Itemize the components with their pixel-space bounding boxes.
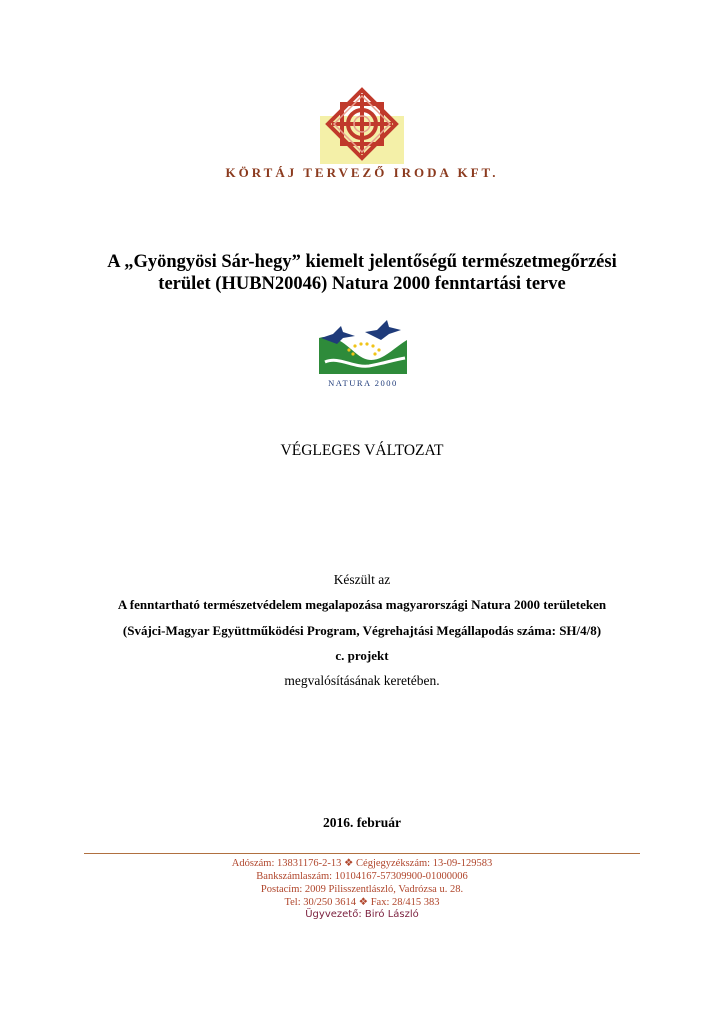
company-name: KÖRTÁJ TERVEZŐ IRODA KFT. bbox=[225, 165, 499, 180]
project-line-4: megvalósításának keretében. bbox=[284, 673, 440, 688]
project-line-2: (Svájci-Magyar Együttműködési Program, Végrehajtási Megállapodás száma: SH/4/8) bbox=[122, 623, 602, 638]
footer-fax: Fax: 28/415 383 bbox=[370, 897, 440, 908]
footer-registration bbox=[0, 857, 724, 870]
footer-company-reg: Cégjegyzékszám: 13-09-129583 bbox=[356, 858, 493, 869]
prepared-intro: Készült az bbox=[333, 572, 391, 587]
separator-icon: ❖ bbox=[358, 896, 369, 908]
natura-2000-logo bbox=[319, 318, 407, 390]
version-label: VÉGLEGES VÁLTOZAT bbox=[280, 442, 444, 459]
project-line-1: A fenntartható természetvédelem megalapozása magyarországi Natura 2000 területeken bbox=[117, 597, 607, 612]
footer-bank: Bankszámlaszám: 10104167-57309900-01000006 bbox=[256, 871, 468, 882]
separator-icon: ❖ bbox=[343, 857, 354, 869]
footer-tax-id: Adószám: 13831176-2-13 bbox=[231, 858, 342, 869]
footer-manager: Ügyvezető: Biró László bbox=[305, 909, 419, 920]
title-line-1: A „Gyöngyösi Sár-hegy” kiemelt jelentőségű természetmegőrzési bbox=[107, 252, 617, 272]
title-line-2: terület (HUBN20046) Natura 2000 fenntartási terve bbox=[158, 274, 566, 294]
footer-divider bbox=[84, 853, 640, 854]
footer-phone: Tel: 30/250 3614 bbox=[284, 897, 357, 908]
footer-address: Postacím: 2009 Pilisszentlászló, Vadrózsa u. 28. bbox=[260, 884, 464, 895]
natura-logo-text: NATURA 2000 bbox=[328, 378, 398, 388]
document-title bbox=[0, 251, 724, 295]
company-logo bbox=[318, 84, 406, 164]
document-date: 2016. február bbox=[323, 815, 401, 830]
project-line-3: c. projekt bbox=[335, 648, 389, 663]
